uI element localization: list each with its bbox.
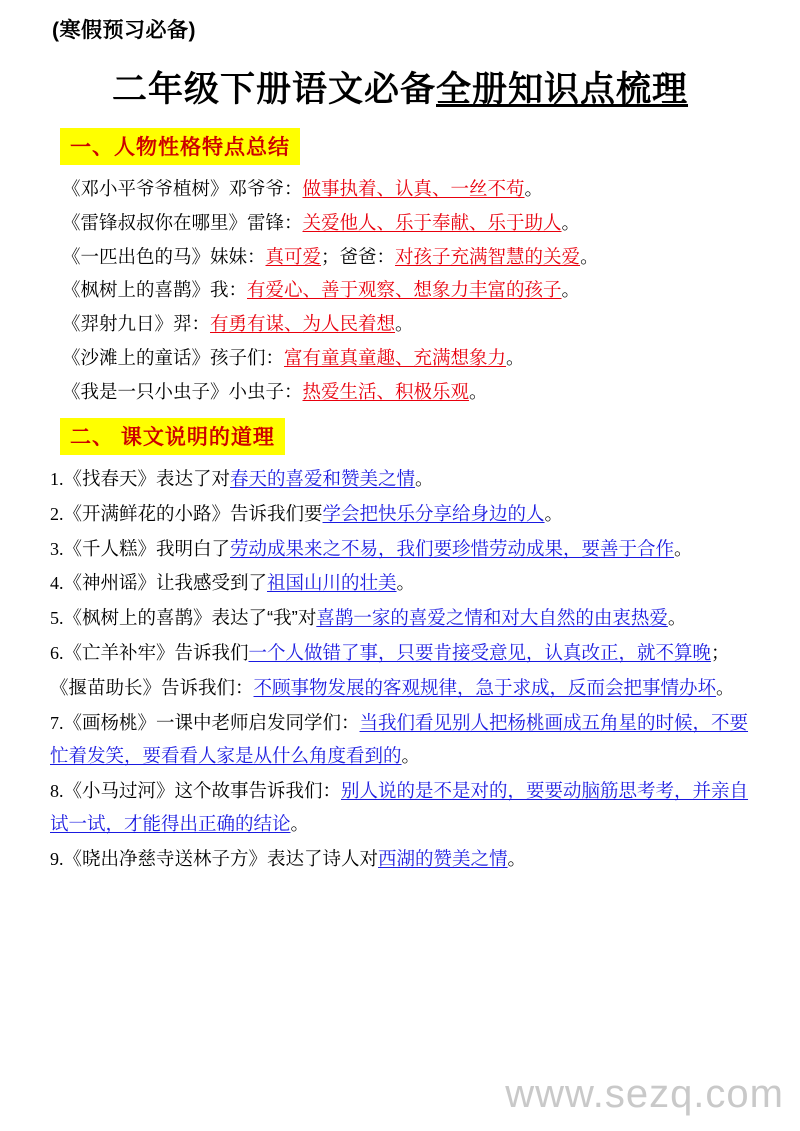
list-item <box>62 308 760 340</box>
item-number: 5. <box>50 608 64 629</box>
item-answer: 真可爱 <box>265 245 322 267</box>
item-suffix: 。 <box>716 677 735 699</box>
item-suffix: 。 <box>580 245 599 267</box>
list-item <box>62 173 760 205</box>
list-item <box>50 602 760 635</box>
item-prefix: 《一匹出色的马》妹妹： <box>62 245 266 267</box>
item-number: 8. <box>50 780 64 801</box>
item-suffix: ； <box>711 642 730 664</box>
item-number: 6. <box>50 643 64 664</box>
item-answer: 做事执着、认真、一丝不苟 <box>302 178 525 199</box>
item-prefix: 《邓小平爷爷植树》邓爷爷： <box>62 178 303 199</box>
item-number: 3. <box>50 538 64 559</box>
item-answer: 学会把快乐分享给身边的人 <box>322 502 545 524</box>
item-suffix: 。 <box>674 537 693 559</box>
item-answer: 别人说的是不是对的，要要动脑筋思考考，并亲自试一试，才能得出正确的结论 <box>50 779 749 834</box>
item-suffix: 。 <box>561 211 581 233</box>
item-answer: 劳动成果来之不易，我们要珍惜劳动成果，要善于合作 <box>230 537 675 559</box>
list-item <box>62 274 760 306</box>
item-suffix: 。 <box>401 745 421 767</box>
item-suffix: 。 <box>507 847 527 869</box>
item-prefix: 《千人糕》我明白了 <box>63 537 231 559</box>
section-character-traits <box>46 128 760 408</box>
document-content <box>46 128 760 878</box>
item-prefix: 《开满鲜花的小路》告诉我们要 <box>63 502 323 524</box>
item-prefix: 《枫树上的喜鹊》表达了“我”对 <box>63 607 317 629</box>
watermark: www.sezq.com <box>505 1072 784 1116</box>
item-prefix: 《亡羊补牢》告诉我们 <box>63 642 249 664</box>
item-suffix: 。 <box>561 279 581 301</box>
list-item <box>50 533 760 566</box>
item-prefix: 《我是一只小虫子》小虫子： <box>62 380 303 402</box>
list-item <box>62 342 760 374</box>
item-prefix: 《小马过河》这个故事告诉我们： <box>63 779 342 801</box>
item-prefix: 《枫树上的喜鹊》我： <box>62 279 248 301</box>
item-answer-2: 对孩子充满智慧的关爱 <box>395 245 581 267</box>
item-mid: ；爸爸： <box>321 245 396 267</box>
item-answer: 有勇有谋、为人民着想 <box>210 313 396 335</box>
list-item <box>50 498 760 531</box>
item-prefix: 《神州谣》让我感受到了 <box>63 572 268 594</box>
item-answer: 祖国山川的壮美 <box>267 572 397 594</box>
list-item <box>50 463 760 496</box>
item-prefix: 《沙滩上的童话》孩子们： <box>62 347 285 369</box>
list-item <box>50 567 760 600</box>
section-heading-1: 一、人物性格特点总结 <box>60 128 300 165</box>
document-subtitle: (寒假预习必备) <box>52 19 196 42</box>
item-number: 9. <box>50 848 64 869</box>
item-suffix: 。 <box>544 502 564 524</box>
item-prefix: 《晓出净慈寺送林子方》表达了诗人对 <box>63 847 379 869</box>
item-number: 1. <box>50 468 64 489</box>
list-item <box>50 843 760 876</box>
item-answer: 喜鹊一家的喜爱之情和对大自然的由衷热爱 <box>316 607 668 629</box>
list-item <box>50 637 760 670</box>
page-title <box>0 62 800 112</box>
item-suffix: 。 <box>524 178 544 199</box>
item-prefix: 《画杨桃》一课中老师启发同学们： <box>63 712 360 734</box>
list-item <box>50 775 760 841</box>
item-number: 4. <box>50 573 64 594</box>
item-suffix: 。 <box>667 607 687 629</box>
item-suffix: 。 <box>415 467 434 489</box>
item-suffix: 。 <box>290 812 310 834</box>
section-heading-2: 二、 课文说明的道理 <box>60 418 285 455</box>
item-answer: 有爱心、善于观察、想象力丰富的孩子 <box>247 279 562 301</box>
section-lesson-morals <box>46 418 760 876</box>
item-suffix: 。 <box>469 380 488 402</box>
title-plain-part: 二年级下册语文必备 <box>111 70 436 109</box>
title-underlined-part: 全册知识点梳理 <box>436 70 689 109</box>
item-prefix: 《找春天》表达了对 <box>63 467 231 489</box>
list-item <box>50 672 760 705</box>
item-answer: 一个人做错了事，只要肯接受意见，认真改正，就不算晚 <box>248 642 712 664</box>
item-number: 2. <box>50 503 64 524</box>
item-answer: 西湖的赞美之情 <box>378 847 508 869</box>
item-suffix: 。 <box>396 572 416 594</box>
item-answer: 关爱他人、乐于奉献、乐于助人 <box>302 211 562 233</box>
list-item <box>62 207 760 239</box>
list-item <box>50 707 760 773</box>
item-answer: 热爱生活、积极乐观 <box>302 380 470 402</box>
item-prefix: 《羿射九日》羿： <box>62 313 211 335</box>
list-item <box>62 241 760 273</box>
item-answer: 富有童真童趣、充满想象力 <box>284 347 507 369</box>
item-number: 7. <box>50 713 64 734</box>
item-answer: 当我们看见别人把杨桃画成五角星的时候，不要忙着发笑，要看看人家是从什么角度看到的 <box>50 712 749 767</box>
list-item <box>62 376 760 408</box>
item-suffix: 。 <box>506 347 525 369</box>
item-prefix: 《雷锋叔叔你在哪里》雷锋： <box>62 211 303 233</box>
item-prefix: 《揠苗助长》告诉我们： <box>50 677 254 699</box>
item-suffix: 。 <box>395 313 414 335</box>
item-answer: 春天的喜爱和赞美之情 <box>230 467 416 489</box>
item-answer: 不顾事物发展的客观规律，急于求成，反而会把事情办坏 <box>253 677 717 699</box>
